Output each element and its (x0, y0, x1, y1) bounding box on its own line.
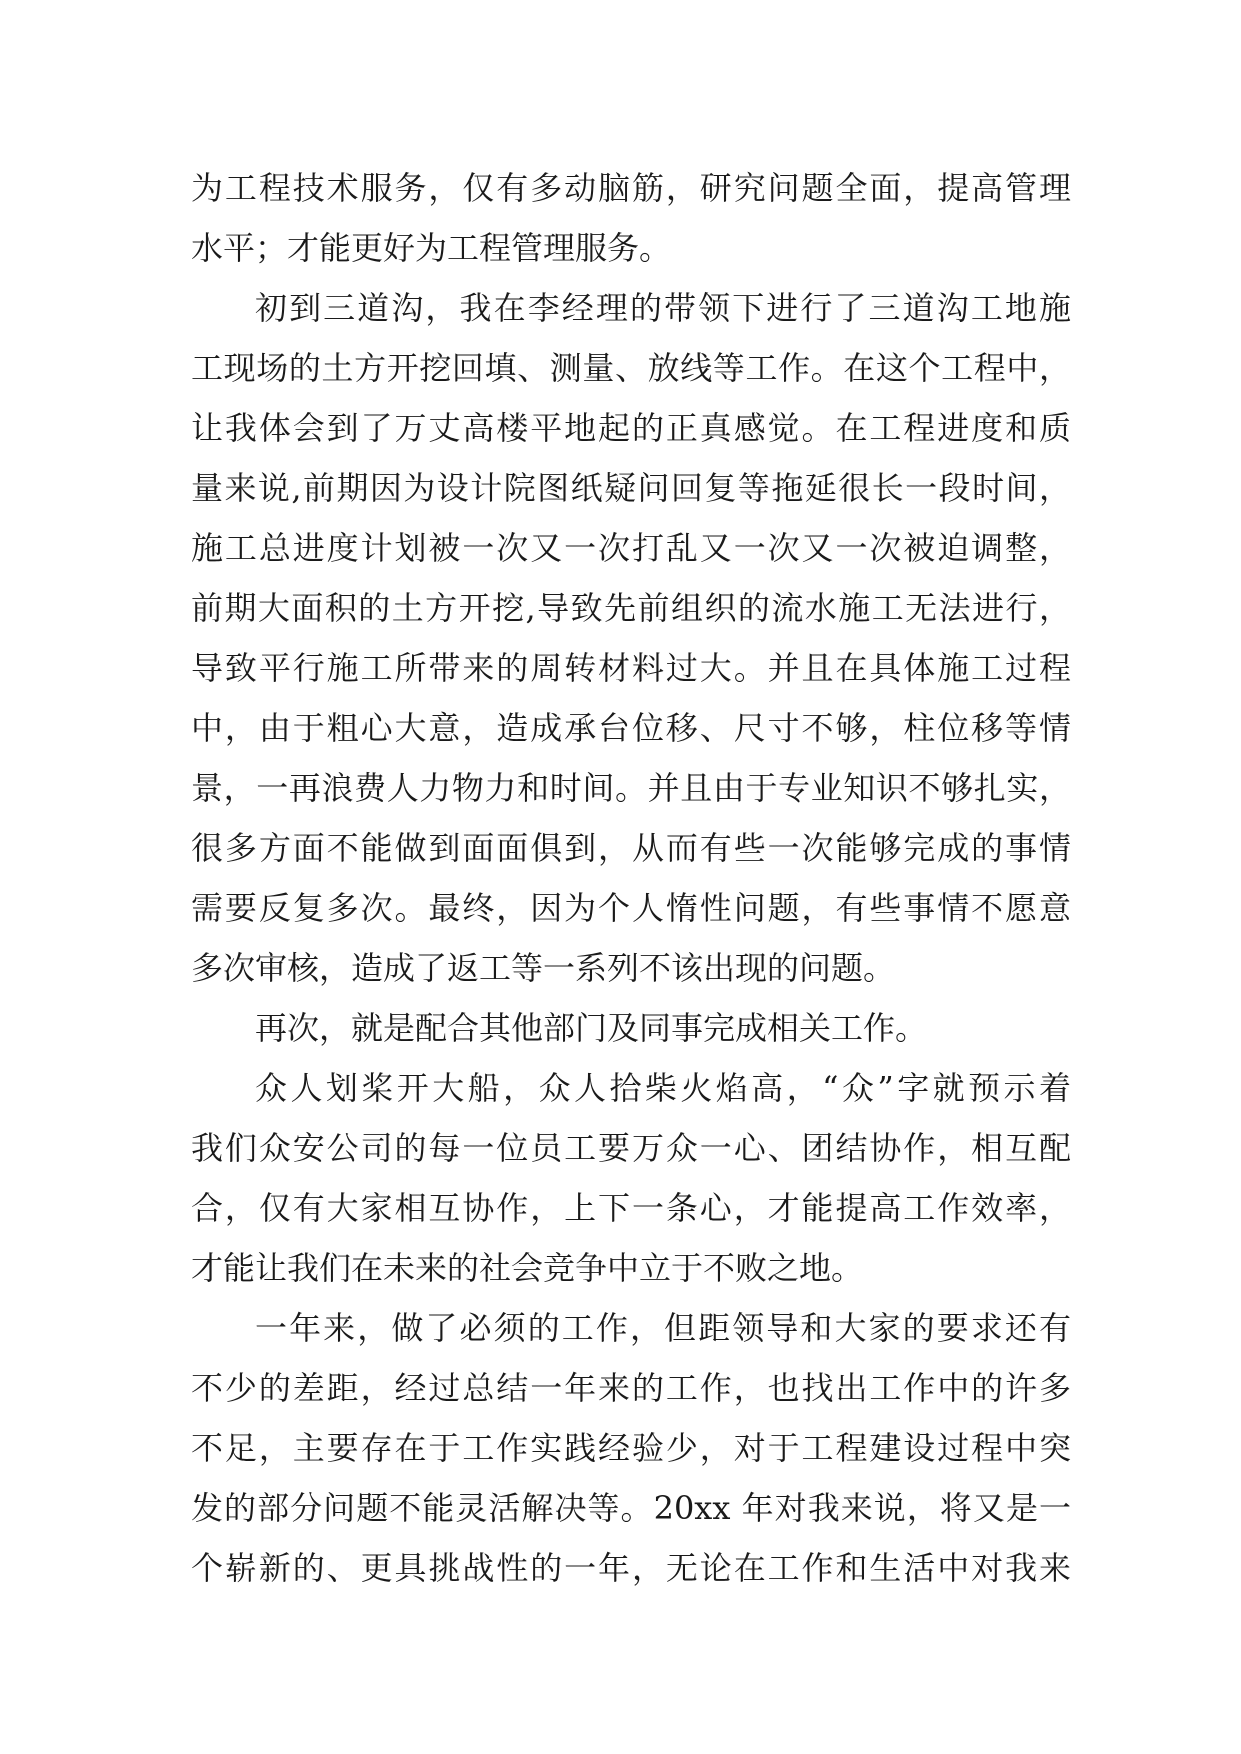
text-line: 不足，主要存在于工作实践经验少，对于工程建设过程中突 (191, 1429, 1071, 1467)
text-line: 工现场的土方开挖回填、测量、放线等工作。在这个工程中， (191, 349, 1071, 387)
text-line: 众人划桨开大船，众人拾柴火焰高，“众”字就预示着 (255, 1069, 1071, 1107)
text-line: 施工总进度计划被一次又一次打乱又一次又一次被迫调整， (191, 529, 1071, 567)
text-line: 多次审核，造成了返工等一系列不该出现的问题。 (191, 949, 896, 987)
text-line: 景，一再浪费人力物力和时间。并且由于专业知识不够扎实， (191, 769, 1071, 807)
text-line: 发的部分问题不能灵活解决等。20xx 年对我来说，将又是一 (191, 1489, 1071, 1527)
text-line: 需要反复多次。最终，因为个人惰性问题，有些事情不愿意 (191, 889, 1071, 927)
text-line: 不少的差距，经过总结一年来的工作，也找出工作中的许多 (191, 1369, 1071, 1407)
text-line: 个崭新的、更具挑战性的一年，无论在工作和生活中对我来 (191, 1549, 1071, 1587)
text-line: 一年来，做了必须的工作，但距领导和大家的要求还有 (255, 1309, 1071, 1347)
document-body (191, 158, 1071, 1598)
text-line: 才能让我们在未来的社会竞争中立于不败之地。 (191, 1249, 864, 1287)
text-line: 水平；才能更好为工程管理服务。 (191, 229, 672, 267)
text-line: 导致平行施工所带来的周转材料过大。并且在具体施工过程 (191, 649, 1071, 687)
text-line: 量来说,前期因为设计院图纸疑问回复等拖延很长一段时间， (191, 469, 1071, 507)
text-line: 很多方面不能做到面面俱到，从而有些一次能够完成的事情 (191, 829, 1071, 867)
text-line: 中，由于粗心大意，造成承台位移、尺寸不够，柱位移等情 (191, 709, 1071, 747)
text-line: 前期大面积的土方开挖,导致先前组织的流水施工无法进行， (191, 589, 1071, 627)
text-line: 我们众安公司的每一位员工要万众一心、团结协作，相互配 (191, 1129, 1071, 1167)
text-line: 再次，就是配合其他部门及同事完成相关工作。 (255, 1009, 928, 1047)
text-line: 让我体会到了万丈高楼平地起的正真感觉。在工程进度和质 (191, 409, 1071, 447)
text-line: 为工程技术服务，仅有多动脑筋，研究问题全面，提高管理 (191, 169, 1071, 207)
text-line: 初到三道沟，我在李经理的带领下进行了三道沟工地施 (255, 289, 1071, 327)
text-line: 合，仅有大家相互协作，上下一条心，才能提高工作效率， (191, 1189, 1071, 1227)
